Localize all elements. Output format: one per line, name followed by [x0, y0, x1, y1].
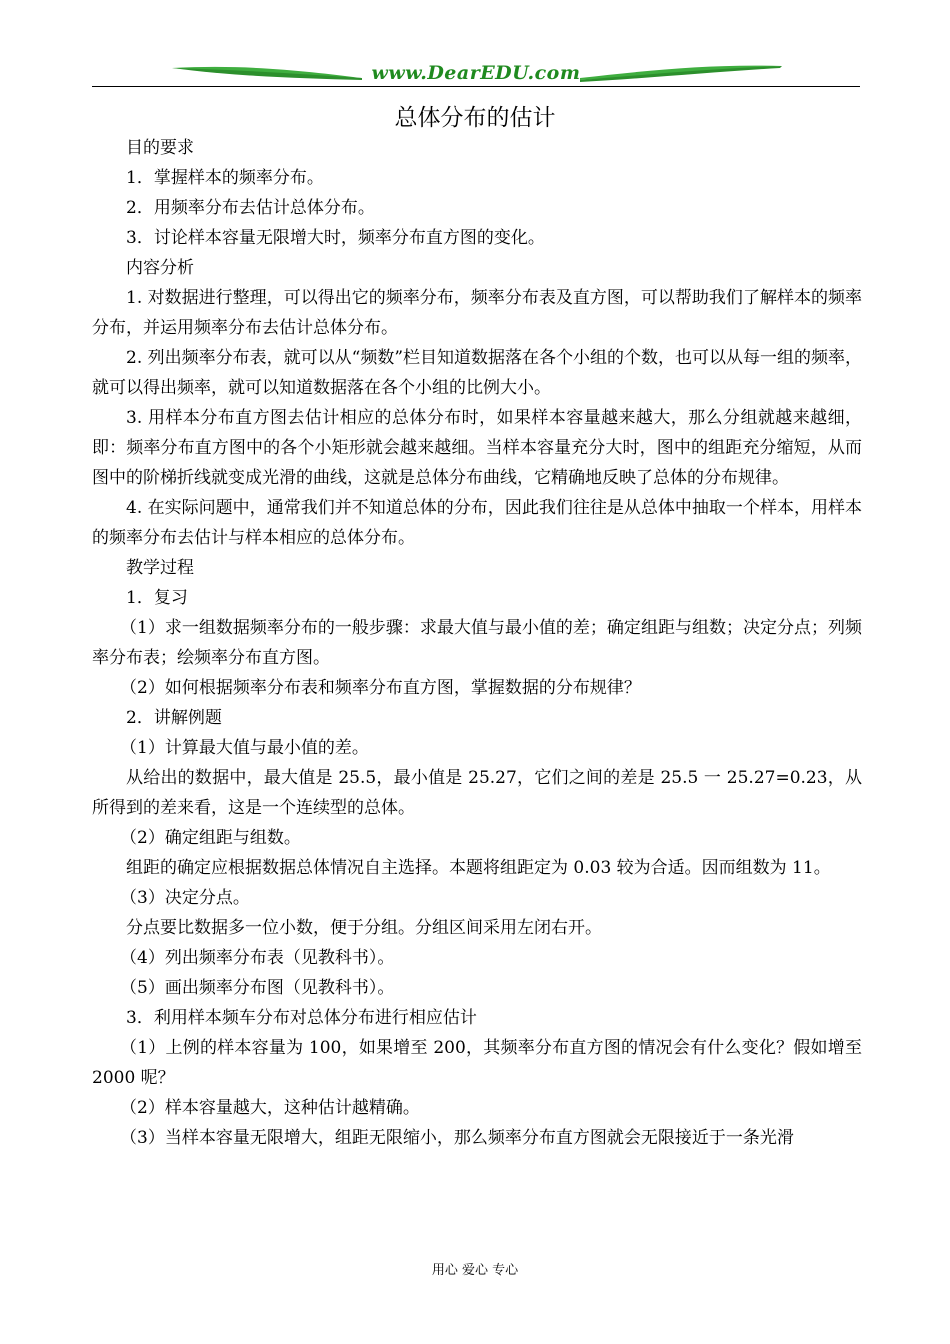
- section-heading-goals: 目的要求: [126, 138, 194, 158]
- paragraph: （5）画出频率分布图（见教科书）。: [120, 978, 395, 998]
- section-heading-analysis: 内容分析: [126, 258, 194, 278]
- paragraph: （3）决定分点。: [120, 888, 250, 908]
- paragraph: （2）确定组距与组数。: [120, 828, 301, 848]
- list-item: 1．复习: [126, 588, 188, 608]
- paragraph: 2. 列出频率分布表，就可以从“频数”栏目知道数据落在各个小组的个数，也可以从每一组的频率，就可以得出频率，就可以知道数据落在各个小组的比例大小。: [92, 348, 863, 398]
- list-item: 2．用频率分布去估计总体分布。: [126, 198, 375, 218]
- paragraph: 组距的确定应根据数据总体情况自主选择。本题将组距定为 0.03 较为合适。因而组数为 11。: [126, 858, 831, 878]
- paragraph: 4. 在实际问题中，通常我们并不知道总体的分布，因此我们往往是从总体中抽取一个样本，用样本的频率分布去估计与样本相应的总体分布。: [92, 498, 862, 548]
- list-item: 3．讨论样本容量无限增大时，频率分布直方图的变化。: [126, 228, 545, 248]
- paragraph: 3. 用样本分布直方图去估计相应的总体分布时，如果样本容量越来越大，那么分组就越来越细，即：频率分布直方图中的各个小矩形就会越来越细。当样本容量充分大时，图中的组距充分缩短，从而图中的阶梯折线就变成光滑的曲线，这就是总体分布曲线，它精确地反映了总体的分布规律。: [92, 408, 862, 488]
- page-footer: 用心 爱心 专心: [431, 1263, 519, 1278]
- paragraph: 1. 对数据进行整理，可以得出它的频率分布，频率分布表及直方图，可以帮助我们了解样本的频率分布，并运用频率分布去估计总体分布。: [92, 288, 862, 338]
- paragraph: （2）样本容量越大，这种估计越精确。: [120, 1098, 420, 1118]
- paragraph: （1）求一组数据频率分布的一般步骤：求最大值与最小值的差；确定组距与组数；决定分点；列频率分布表；绘频率分布直方图。: [92, 618, 862, 668]
- page-title: 总体分布的估计: [394, 105, 556, 131]
- site-url-logo-text: www.DearEDU.com: [371, 62, 581, 84]
- list-item: 2．讲解例题: [126, 708, 222, 728]
- document-body: [92, 133, 862, 1153]
- paragraph: （3）当样本容量无限增大，组距无限缩小，那么频率分布直方图就会无限接近于一条光滑: [120, 1128, 794, 1148]
- list-item: 1．掌握样本的频率分布。: [126, 168, 324, 188]
- paragraph: （4）列出频率分布表（见教科书）。: [120, 948, 395, 968]
- section-heading-process: 教学过程: [126, 558, 194, 578]
- paragraph: （1）计算最大值与最小值的差。: [120, 738, 369, 758]
- paragraph: 从给出的数据中，最大值是 25.5，最小值是 25.27，它们之间的差是 25.5 一 25.27=0.23，从所得到的差来看，这是一个连续型的总体。: [92, 768, 862, 818]
- paragraph: 分点要比数据多一位小数，便于分组。分组区间采用左闭右开。: [126, 918, 602, 938]
- list-item: 3．利用样本频车分布对总体分布进行相应估计: [126, 1008, 477, 1028]
- header-divider: [92, 86, 860, 87]
- paragraph: （1）上例的样本容量为 100，如果增至 200，其频率分布直方图的情况会有什么变化？假如增至 2000 呢？: [92, 1038, 862, 1088]
- paragraph: （2）如何根据频率分布表和频率分布直方图，掌握数据的分布规律？: [120, 678, 641, 698]
